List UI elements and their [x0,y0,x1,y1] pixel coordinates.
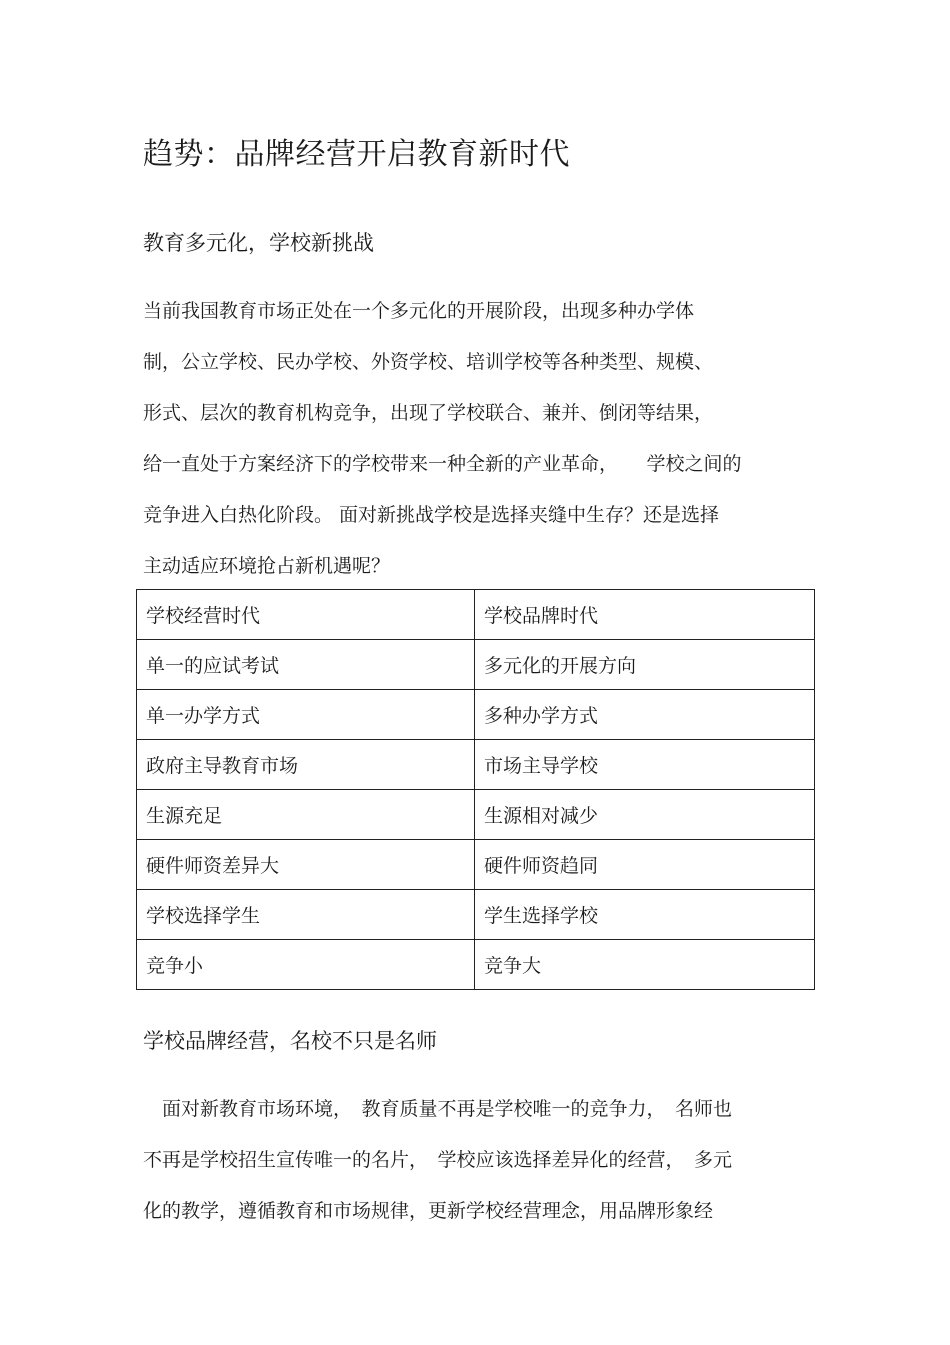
table-cell: 学生选择学校 [475,890,815,940]
table-header-cell: 学校品牌时代 [475,590,815,640]
table-cell: 单一的应试考试 [137,640,475,690]
paragraph-line: 给一直处于方案经济下的学校带来一种全新的产业革命， 学校之间的 [143,453,742,475]
table-cell: 学校选择学生 [137,890,475,940]
table-cell: 硬件师资趋同 [475,840,815,890]
table-header-row [137,590,815,640]
table-header-cell: 学校经营时代 [137,590,475,640]
table-row [137,890,815,940]
section2-heading: 学校品牌经营，名校不只是名师 [143,1029,437,1053]
section1-paragraph [143,286,813,592]
section2-paragraph [143,1084,813,1237]
table-cell: 市场主导学校 [475,740,815,790]
paragraph-line: 制，公立学校、民办学校、外资学校、培训学校等各种类型、规模、 [143,351,714,373]
table-cell: 多元化的开展方向 [475,640,815,690]
paragraph-line: 当前我国教育市场正处在一个多元化的开展阶段，出现多种办学体 [143,300,695,322]
table-cell: 硬件师资差异大 [137,840,475,890]
table-row [137,790,815,840]
paragraph-line: 不再是学校招生宣传唯一的名片， 学校应该选择差异化的经营， 多元 [143,1149,733,1171]
paragraph-line: 面对新教育市场环境， 教育质量不再是学校唯一的竞争力， 名师也 [143,1098,733,1120]
table-row [137,690,815,740]
table-row [137,740,815,790]
table-cell: 生源充足 [137,790,475,840]
table-row [137,640,815,690]
table-cell: 多种办学方式 [475,690,815,740]
table-cell: 生源相对减少 [475,790,815,840]
table-cell: 政府主导教育市场 [137,740,475,790]
table-cell: 竞争小 [137,940,475,990]
table-cell: 竞争大 [475,940,815,990]
paragraph-line: 化的教学，遵循教育和市场规律，更新学校经营理念，用品牌形象经 [143,1200,714,1222]
document-title: 趋势：品牌经营开启教育新时代 [143,137,570,172]
paragraph-line: 竞争进入白热化阶段。 面对新挑战学校是选择夹缝中生存？还是选择 [143,504,720,526]
paragraph-line: 主动适应环境抢占新机遇呢？ [143,555,391,577]
comparison-table [136,589,815,990]
table-cell: 单一办学方式 [137,690,475,740]
section1-heading: 教育多元化，学校新挑战 [143,231,374,255]
paragraph-line: 形式、层次的教育机构竞争，出现了学校联合、兼并、倒闭等结果， [143,402,714,424]
table-row [137,840,815,890]
table-row [137,940,815,990]
